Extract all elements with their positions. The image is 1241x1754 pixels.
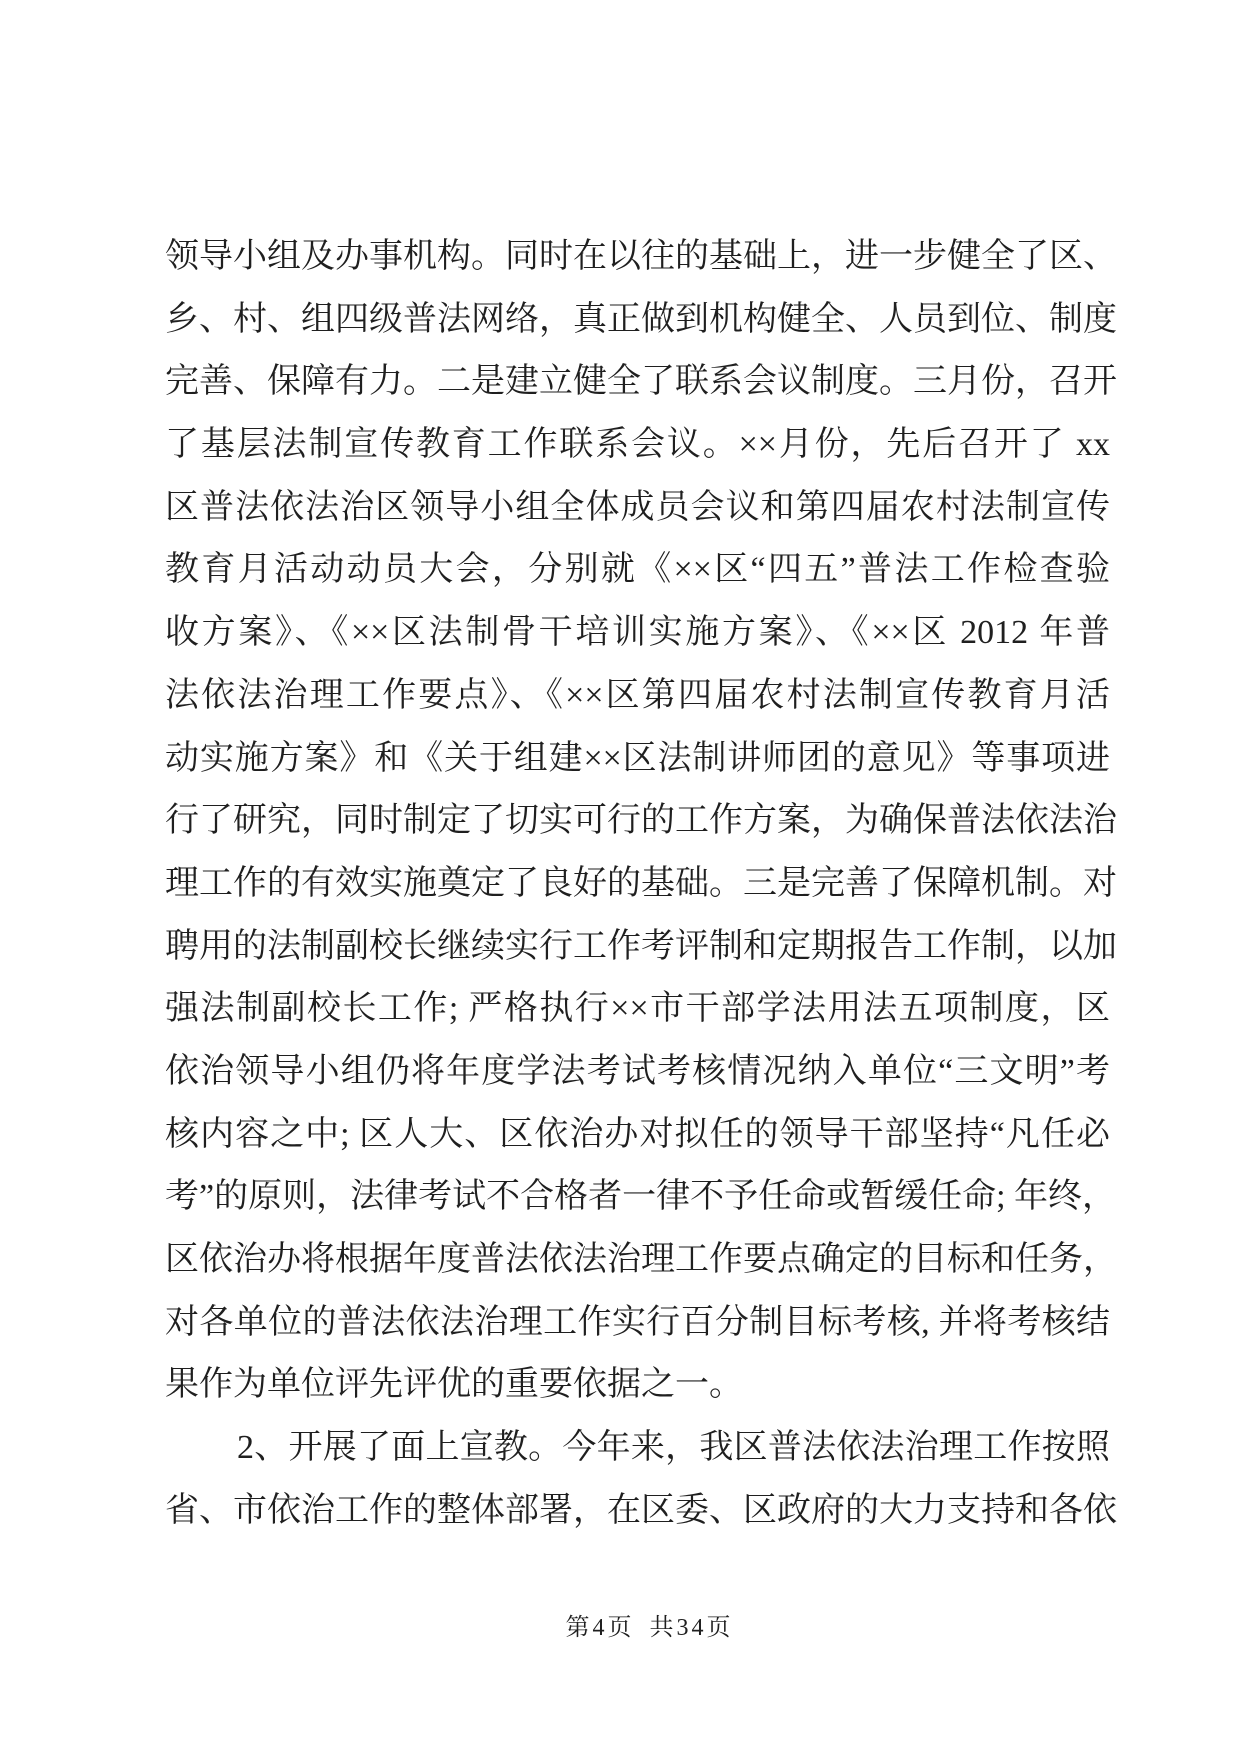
text-line: 动实施方案》和《关于组建××区法制讲师团的意见》等事项进 <box>165 739 1110 777</box>
page-footer <box>0 1612 1241 1644</box>
text-line: 果作为单位评先评优的重要依据之一。 <box>165 1366 743 1404</box>
text-line: 领导小组及办事机构。同时在以往的基础上，进一步健全了区、 <box>165 238 1117 275</box>
text-line: 区普法依法治区领导小组全体成员会议和第四届农村法制宣传 <box>165 488 1110 526</box>
text-line: 核内容之中; 区人大、区依治办对拟任的领导干部坚持“凡任必 <box>165 1115 1110 1153</box>
page-number: 第4页 共34页 <box>565 1615 734 1641</box>
text-line: 聘用的法制副校长继续实行工作考评制和定期报告工作制，以加 <box>165 927 1117 965</box>
text-line: 理工作的有效实施奠定了良好的基础。三是完善了保障机制。对 <box>165 864 1117 902</box>
text-line: 行了研究，同时制定了切实可行的工作方案，为确保普法依法治 <box>165 802 1117 840</box>
text-line: 教育月活动动员大会，分别就《××区“四五”普法工作检查验 <box>165 551 1110 589</box>
text-line: 完善、保障有力。二是建立健全了联系会议制度。三月份，召开 <box>165 363 1117 401</box>
text-line: 省、市依治工作的整体部署，在区委、区政府的大力支持和各依 <box>165 1491 1117 1529</box>
text-line: 区依治办将根据年度普法依法治理工作要点确定的目标和任务， <box>165 1241 1117 1278</box>
text-line: 对各单位的普法依法治理工作实行百分制目标考核, 并将考核结 <box>165 1303 1110 1341</box>
body-text <box>165 226 1117 1542</box>
text-line: 法依法治理工作要点》、《××区第四届农村法制宣传教育月活 <box>165 676 1110 714</box>
text-line: 依治领导小组仍将年度学法考试考核情况纳入单位“三文明”考 <box>165 1052 1110 1090</box>
text-line: 收方案》、《××区法制骨干培训实施方案》、《××区 2012 年普 <box>165 614 1110 652</box>
text-line: 乡、村、组四级普法网络，真正做到机构健全、人员到位、制度 <box>165 300 1117 338</box>
text-line: 2、开展了面上宣教。今年来，我区普法依法治理工作按照 <box>237 1429 1110 1467</box>
text-line: 考”的原则，法律考试不合格者一律不予任命或暂缓任命; 年终， <box>165 1178 1117 1216</box>
text-line: 强法制副校长工作; 严格执行××市干部学法用法五项制度，区 <box>165 990 1110 1028</box>
text-line: 了基层法制宣传教育工作联系会议。××月份，先后召开了 xx <box>165 426 1110 464</box>
